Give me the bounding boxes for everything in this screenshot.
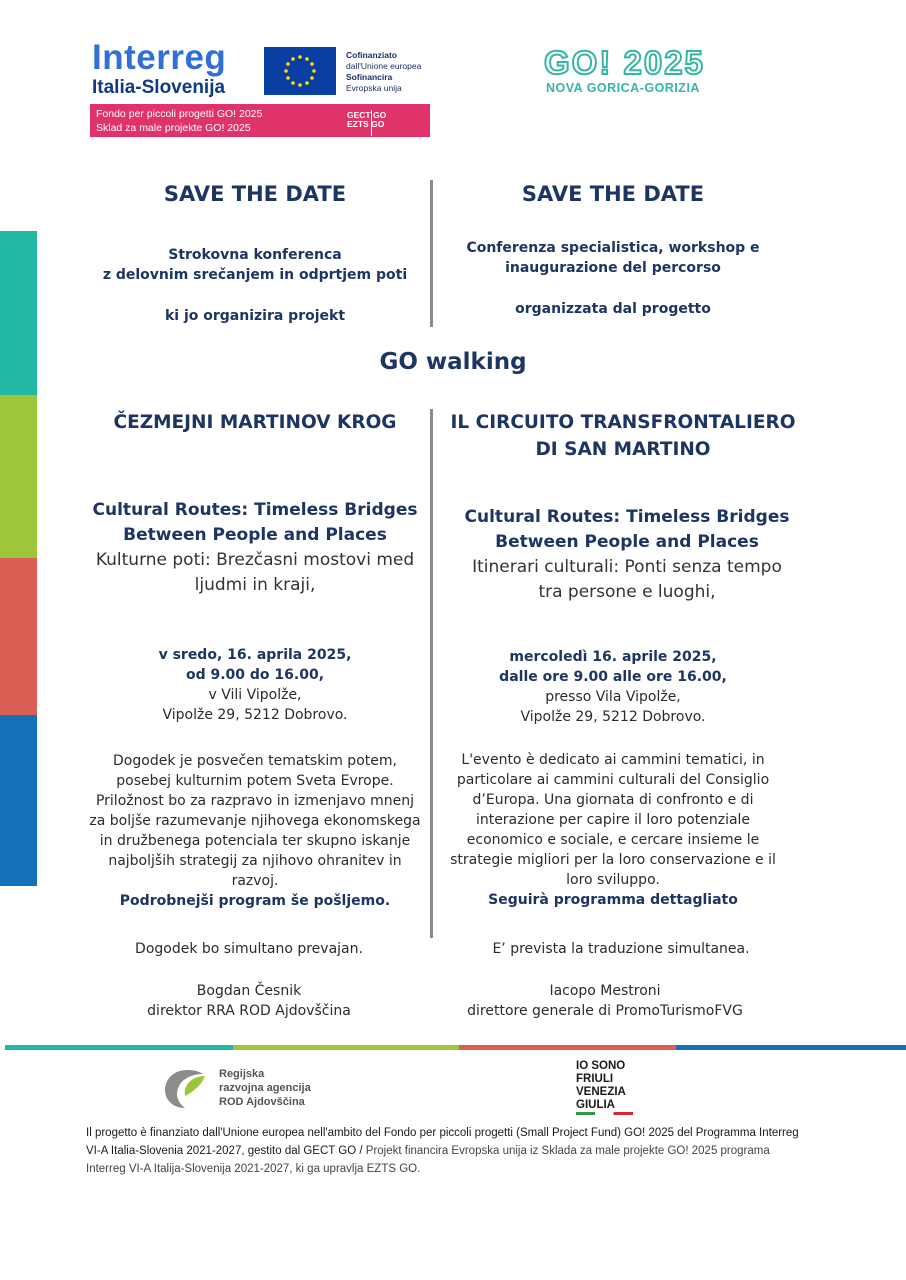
- left-description: Dogodek je posvečen tematskim potem, posebej kulturnim potem Sveta Evrope. Priložnost bo za razpravo in izmenjavo mnenj za boljše razumevanje njihovega ekonomskega in družbenega potenciala ter skupno iskanje najboljših strategij za njihovo ohranitev in razvoj. Podrobnejši program še pošljemo.: [80, 751, 430, 911]
- left-intro: Strokovna konferenca z delovnim srečanjem in odprtjem poti ki jo organizira projekt: [102, 247, 408, 324]
- right-translation-note: E’ prevista la traduzione simultanea.: [492, 941, 750, 957]
- gect-logo: GECT GO EZTS GO: [347, 110, 387, 129]
- column-divider-top: [430, 180, 433, 327]
- right-date-venue: mercoledì 16. aprile 2025, dalle ore 9.00 alle ore 16.00, presso Vila Vipolže, Vipolže 29, 5212 Dobrovo.: [499, 649, 727, 725]
- side-strip-green: [0, 395, 37, 558]
- right-signature: Iacopo Mestroni direttore generale di PromoTurismoFVG: [467, 983, 743, 1019]
- left-save-the-date: SAVE THE DATE: [163, 182, 347, 206]
- bottom-bar-blue: [676, 1045, 906, 1050]
- eu-flag-icon: [264, 47, 336, 95]
- eu-cofunded-text: Cofinanziato dall'Unione europea Sofinancira Evropska unija: [346, 50, 422, 93]
- project-title: GO walking: [379, 349, 527, 375]
- fvg-logo-text: IO SONO FRIULI VENEZIA GIULIA: [576, 1060, 626, 1111]
- side-strip-red: [0, 558, 37, 715]
- fund-banner-text: Fondo per piccoli progetti GO! 2025 Sklad za male projekte GO! 2025: [96, 108, 263, 134]
- right-event-title: IL CIRCUITO TRANSFRONTALIERO DI SAN MARTINO: [450, 412, 796, 460]
- left-signature: Bogdan Česnik direktor RRA ROD Ajdovščina: [147, 983, 351, 1019]
- right-description: L'evento è dedicato ai cammini tematici, in particolare ai cammini culturali del Consiglio d’Europa. Una giornata di confronto e di interazione per capire il loro potenziale economico e sociale, e cercare insieme le strategie migliori per la loro conservazione e il loro sviluppo. Seguirà programma dettagliato: [438, 750, 788, 910]
- funding-disclaimer: [86, 1124, 806, 1178]
- go2025-logo-title: GO! 2025: [544, 44, 705, 81]
- right-save-the-date: SAVE THE DATE: [521, 182, 705, 206]
- right-intro: Conferenza specialistica, workshop e inaugurazione del percorso organizzata dal progetto: [466, 240, 760, 317]
- side-strip-blue: [0, 715, 37, 886]
- left-date-venue: v sredo, 16. aprila 2025, od 9.00 do 16.00, v Vili Vipolže, Vipolže 29, 5212 Dobrovo.: [158, 647, 352, 723]
- interreg-logo-subtitle: Italia-Slovenija: [92, 77, 226, 98]
- funding-disclaimer-italian: Il progetto è finanziato dall'Unione europea nell'ambito del Fondo per piccoli progetti (Small Project Fund) GO! 2025 del Programma Interreg VI-A Italia-Slovenia 2021-2027, gestito dal GECT GO /: [86, 1127, 799, 1157]
- go2025-logo-subtitle: NOVA GORICA-GORIZIA: [546, 81, 700, 95]
- funding-disclaimer-slovenian: Projekt financira Evropska unija iz Sklada za male projekte GO! 2025 programa Interreg VI-A Italija-Slovenija 2021-2027, ki ga upravlja EZTS GO.: [86, 1145, 770, 1175]
- rra-leaf-icon: [163, 1066, 211, 1110]
- left-event-title: ČEZMEJNI MARTINOV KROG: [113, 412, 397, 433]
- right-cultural-routes: Cultural Routes: Timeless Bridges Between People and Places Itinerari culturali: Ponti senza tempo tra persone e luoghi,: [464, 507, 790, 602]
- left-translation-note: Dogodek bo simultano prevajan.: [135, 941, 363, 957]
- left-program-note: Podrobnejši program še pošljemo.: [119, 893, 391, 909]
- right-program-note: Seguirà programma dettagliato: [488, 892, 738, 908]
- left-cultural-routes: Cultural Routes: Timeless Bridges Between People and Places Kulturne poti: Brezčasni mostovi med ljudmi in kraji,: [92, 500, 418, 595]
- bottom-bar-teal: [5, 1045, 233, 1050]
- bottom-bar-red: [459, 1045, 676, 1050]
- interreg-logo-title: Interreg: [92, 38, 227, 77]
- rra-logo-text: Regijska razvojna agencija ROD Ajdovščina: [219, 1068, 311, 1108]
- fvg-flag-stripe: [576, 1112, 633, 1115]
- column-divider-main: [430, 409, 433, 938]
- bottom-bar-green: [233, 1045, 459, 1050]
